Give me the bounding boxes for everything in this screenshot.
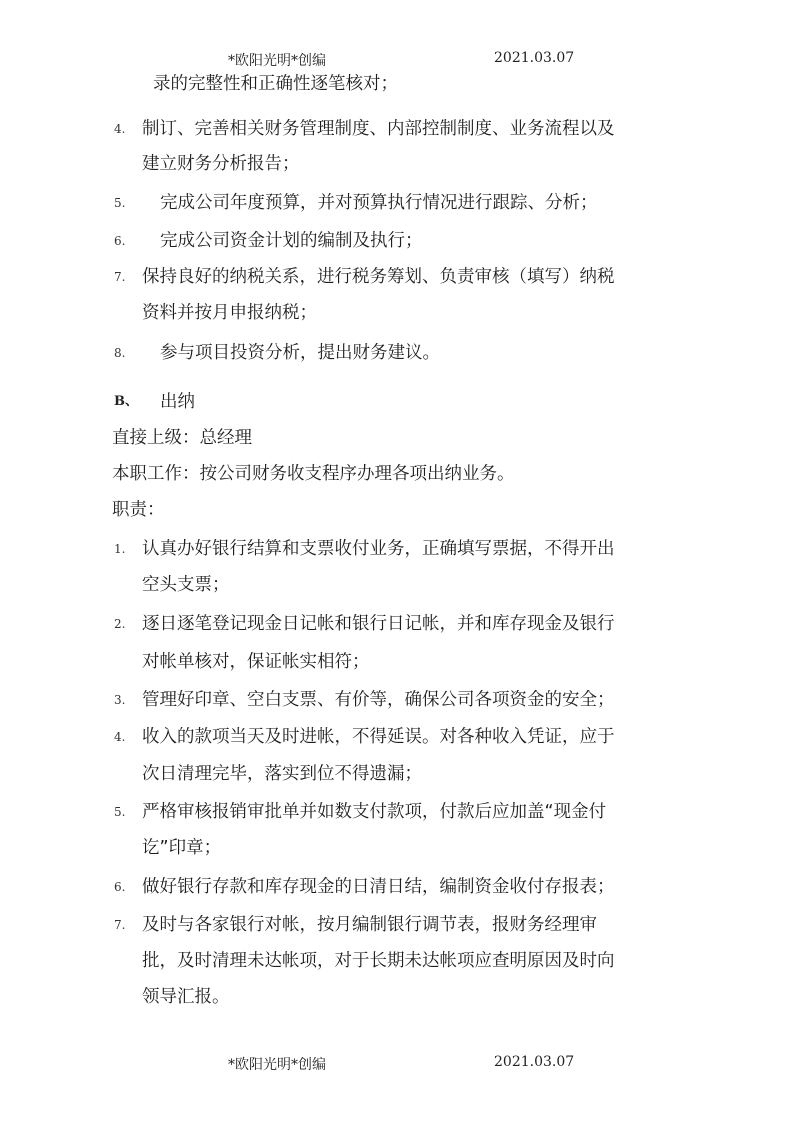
a-item-7-number: 7.	[114, 270, 126, 284]
duties-label: 职责：	[112, 500, 165, 520]
b-item-2-number: 2.	[114, 617, 126, 631]
b-item-5-line-2: 讫”印章；	[142, 838, 222, 858]
a-item-8-number: 8.	[114, 346, 126, 360]
b-item-5-line-1: 严格审核报销审批单并如数支付款项，付款后应加盖“现金付	[142, 802, 607, 822]
a-item-8-line-1: 参与项目投资分析，提出财务建议。	[160, 343, 440, 363]
b-item-4-line-2: 次日清理完毕，落实到位不得遗漏；	[142, 764, 422, 784]
b-item-7-line-1: 及时与各家银行对帐，按月编制银行调节表，报财务经理审	[142, 915, 597, 935]
b-item-3-number: 3.	[114, 693, 126, 707]
a-item-6-line-1: 完成公司资金计划的编制及执行；	[160, 231, 423, 251]
a-item-4-line-2: 建立财务分析报告；	[142, 154, 300, 174]
b-item-2-line-2: 对帐单核对，保证帐实相符；	[142, 652, 370, 672]
footer-date: 2021.03.07	[494, 1054, 575, 1070]
item-3-continuation: 录的完整性和正确性逐笔核对；	[153, 74, 398, 94]
a-item-5-number: 5.	[114, 196, 126, 210]
b-item-2-line-1: 逐日逐笔登记现金日记帐和银行日记帐，并和库存现金及银行	[142, 614, 615, 634]
b-item-5-number: 5.	[114, 805, 126, 819]
b-item-1-number: 1.	[114, 542, 126, 556]
a-item-7-line-1: 保持良好的纳税关系，进行税务筹划、负责审核（填写）纳税	[142, 267, 615, 287]
b-item-4-line-1: 收入的款项当天及时进帐，不得延误。对各种收入凭证，应于	[142, 727, 615, 747]
header-date: 2021.03.07	[494, 50, 575, 66]
job-description-line: 本职工作：按公司财务收支程序办理各项出纳业务。	[112, 464, 515, 484]
b-item-1-line-2: 空头支票；	[142, 575, 230, 595]
b-item-3-line-1: 管理好印章、空白支票、有价等，确保公司各项资金的安全；	[142, 690, 615, 710]
header-author: *欧阳光明*创编	[228, 53, 326, 69]
a-item-7-line-2: 资料并按月申报纳税；	[142, 303, 317, 323]
a-item-6-number: 6.	[114, 234, 126, 248]
a-item-5-line-1: 完成公司年度预算，并对预算执行情况进行跟踪、分析；	[160, 193, 598, 213]
a-item-4-line-1: 制订、完善相关财务管理制度、内部控制制度、业务流程以及	[142, 119, 615, 139]
a-item-4-number: 4.	[114, 122, 126, 136]
section-b-number: B、	[114, 394, 138, 409]
b-item-7-number: 7.	[114, 918, 126, 932]
b-item-1-line-1: 认真办好银行结算和支票收付业务，正确填写票据，不得开出	[142, 539, 615, 559]
b-item-6-line-1: 做好银行存款和库存现金的日清日结，编制资金收付存报表；	[142, 877, 615, 897]
b-item-4-number: 4.	[114, 730, 126, 744]
b-item-6-number: 6.	[114, 880, 126, 894]
b-item-7-line-3: 领导汇报。	[142, 987, 230, 1007]
section-b-title: 出纳	[160, 392, 195, 412]
supervisor-line: 直接上级：总经理	[112, 428, 252, 448]
footer-author: *欧阳光明*创编	[228, 1057, 326, 1073]
b-item-7-line-2: 批，及时清理未达帐项，对于长期未达帐项应查明原因及时向	[142, 951, 615, 971]
